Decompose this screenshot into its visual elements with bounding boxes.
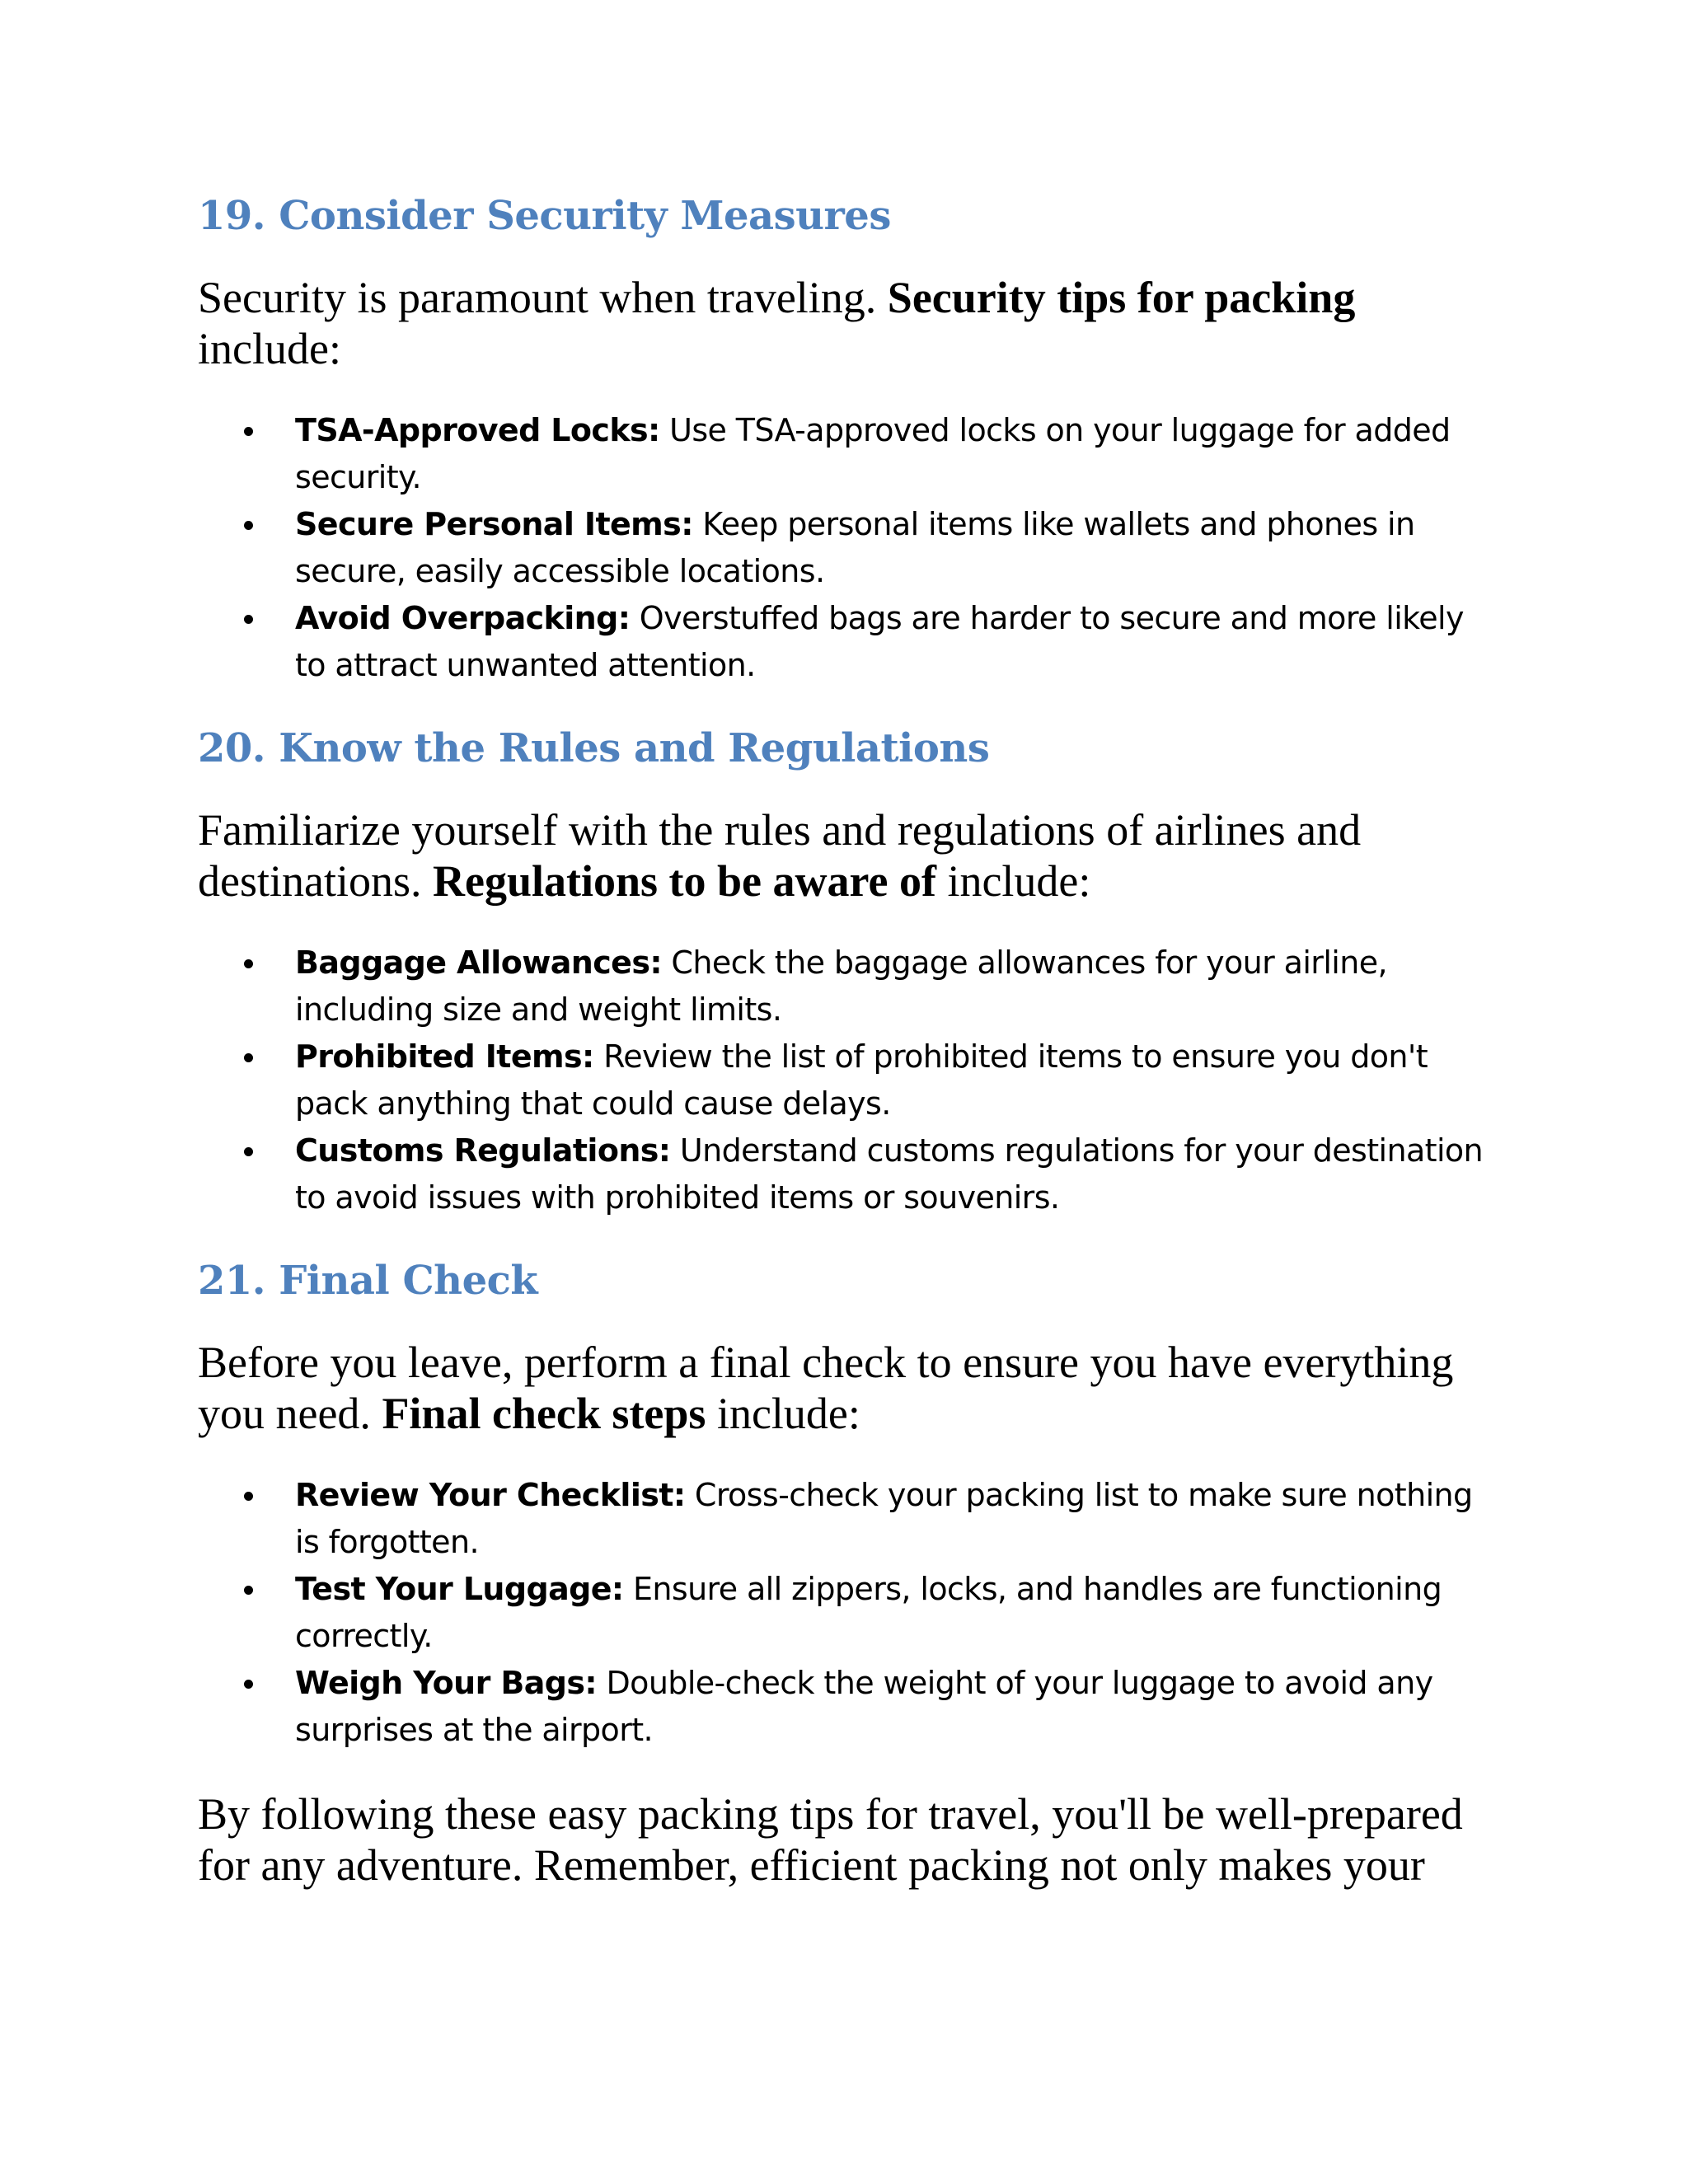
list-item <box>198 1660 1500 1754</box>
intro-text: Familiarize yourself with the rules and regulations of airlines and destinations. <box>198 805 1362 906</box>
section-final-check <box>198 1256 1500 1754</box>
item-text: Ensure all zippers, locks, and handles are functioning correctly. <box>295 1571 1442 1654</box>
item-text: Understand customs regulations for your destination to avoid issues with prohibited items or souvenirs. <box>295 1132 1484 1216</box>
list-item <box>198 1472 1500 1566</box>
item-text: Overstuffed bags are harder to secure and more likely to attract unwanted attention. <box>295 600 1464 683</box>
bullet-list <box>198 1472 1500 1754</box>
item-label: Prohibited Items: <box>295 1038 594 1075</box>
bullet-icon <box>244 1680 253 1689</box>
item-label: Weigh Your Bags: <box>295 1665 598 1701</box>
section-intro <box>198 272 1376 374</box>
section-heading: 20. Know the Rules and Regulations <box>198 725 990 771</box>
item-label: Avoid Overpacking: <box>295 600 631 636</box>
intro-bold-text: Security tips for packing <box>887 273 1356 322</box>
bullet-icon <box>244 521 253 530</box>
intro-tail-text: include: <box>198 324 341 373</box>
item-label: Baggage Allowances: <box>295 944 662 981</box>
list-item <box>198 501 1500 595</box>
item-label: Review Your Checklist: <box>295 1477 686 1513</box>
list-item <box>198 595 1500 689</box>
bullet-icon <box>244 1147 253 1156</box>
item-text: Double-check the weight of your luggage to avoid any surprises at the airport. <box>295 1665 1433 1748</box>
intro-tail-text: include: <box>935 856 1091 906</box>
item-label: Customs Regulations: <box>295 1132 671 1169</box>
section-heading: 21. Final Check <box>198 1258 538 1304</box>
intro-text: Security is paramount when traveling. <box>198 273 888 322</box>
list-item <box>198 1033 1500 1127</box>
list-item <box>198 1566 1500 1660</box>
section-security <box>198 191 1500 689</box>
bullet-list <box>198 940 1500 1221</box>
bullet-icon <box>244 427 253 436</box>
section-rules <box>198 724 1500 1221</box>
item-label: Test Your Luggage: <box>295 1571 624 1607</box>
item-text: Check the baggage allowances for your airline, including size and weight limits. <box>295 944 1387 1028</box>
intro-text: Before you leave, perform a final check to ensure you have everything you need. <box>198 1338 1454 1438</box>
bullet-icon <box>244 959 253 968</box>
intro-bold-text: Final check steps <box>382 1389 706 1438</box>
intro-tail-text: include: <box>706 1389 860 1438</box>
bullet-icon <box>244 615 253 624</box>
item-text: Review the list of prohibited items to ensure you don't pack anything that could cause delays. <box>295 1038 1428 1122</box>
bullet-list <box>198 407 1500 689</box>
section-heading: 19. Consider Security Measures <box>198 193 891 239</box>
bullet-icon <box>244 1586 253 1595</box>
intro-bold-text: Regulations to be aware of <box>432 856 936 906</box>
section-intro <box>198 804 1376 907</box>
item-text: Keep personal items like wallets and phones in secure, easily accessible locations. <box>295 506 1415 589</box>
item-text: Use TSA-approved locks on your luggage for added security. <box>295 412 1451 495</box>
bullet-icon <box>244 1053 253 1062</box>
document-body <box>198 191 1500 1891</box>
list-item <box>198 407 1500 501</box>
closing-paragraph: By following these easy packing tips for travel, you'll be well-prepared for any adventure. Remember, efficient packing not only makes your <box>198 1789 1463 1890</box>
list-item <box>198 1127 1500 1221</box>
item-label: TSA-Approved Locks: <box>295 412 660 448</box>
item-text: Cross-check your packing list to make sure nothing is forgotten. <box>295 1477 1473 1560</box>
section-intro <box>198 1337 1484 1439</box>
item-label: Secure Personal Items: <box>295 506 693 542</box>
list-item <box>198 940 1500 1033</box>
bullet-icon <box>244 1492 253 1501</box>
